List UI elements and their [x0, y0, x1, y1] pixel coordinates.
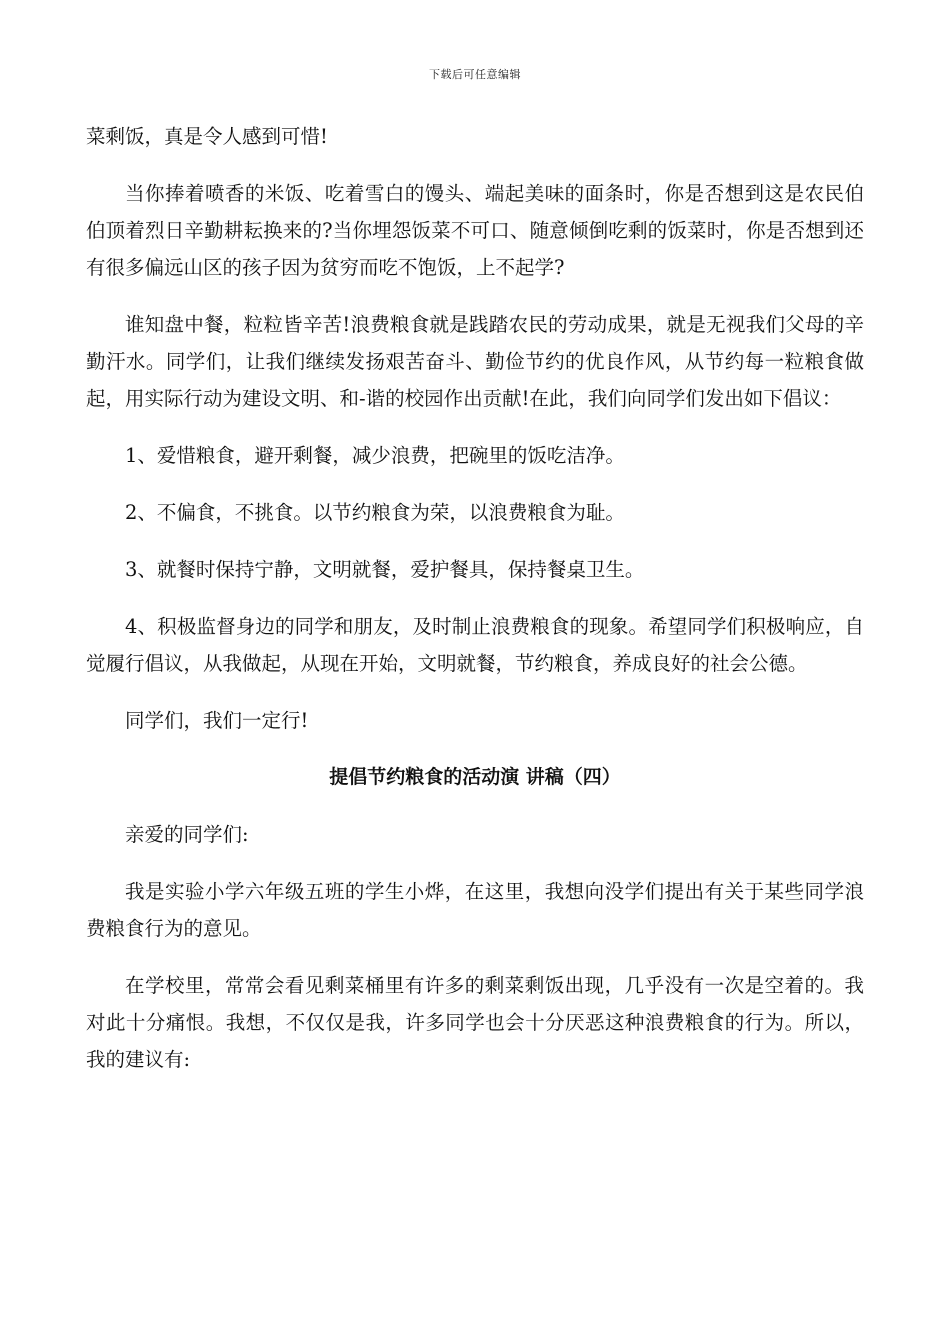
list-item-2: 2、不偏食，不挑食。以节约粮食为荣，以浪费粮食为耻。 [125, 501, 625, 524]
section-title: 提倡节约粮食的活动演 讲稿（四） [329, 766, 621, 788]
paragraph-1: 菜剩饭，真是令人感到可惜! [86, 125, 328, 148]
page-header: 下载后可任意编辑 [429, 68, 521, 81]
paragraph-2: 当你捧着喷香的米饭、吃着雪白的馒头、端起美味的面条时，你是否想到这是农民伯伯顶着烈日辛勤耕耘换来的?当你埋怨饭菜不可口、随意倾倒吃剩的饭菜时，你是否想到还有很多偏远山区的孩子因为贫穷而吃不饱饭，上不起学? [86, 182, 864, 279]
paragraph-5: 在学校里，常常会看见剩菜桶里有许多的剩菜剩饭出现，几乎没有一次是空着的。我对此十分痛恨。我想，不仅仅是我，许多同学也会十分厌恶这种浪费粮食的行为。所以，我的建议有: [86, 974, 864, 1071]
list-item-4: 4、积极监督身边的同学和朋友，及时制止浪费粮食的现象。希望同学们积极响应，自觉履行倡议，从我做起，从现在开始，文明就餐，节约粮食，养成良好的社会公德。 [86, 615, 864, 675]
closing-line: 同学们，我们一定行! [125, 709, 309, 732]
greeting: 亲爱的同学们: [125, 823, 249, 846]
list-item-3: 3、就餐时保持宁静，文明就餐，爱护餐具，保持餐桌卫生。 [125, 558, 645, 581]
paragraph-4: 我是实验小学六年级五班的学生小烨，在这里，我想向没学们提出有关于某些同学浪费粮食行为的意见。 [86, 880, 864, 940]
paragraph-3: 谁知盘中餐，粒粒皆辛苦!浪费粮食就是践踏农民的劳动成果，就是无视我们父母的辛勤汗水。同学们，让我们继续发扬艰苦奋斗、勤俭节约的优良作风，从节约每一粒粮食做起，用实际行动为建设文明、和-谐的校园作出贡献!在此，我们向同学们发出如下倡议： [86, 313, 864, 410]
list-item-1: 1、爱惜粮食，避开剩餐，减少浪费，把碗里的饭吃洁净。 [125, 444, 625, 467]
document-body [86, 118, 864, 1078]
